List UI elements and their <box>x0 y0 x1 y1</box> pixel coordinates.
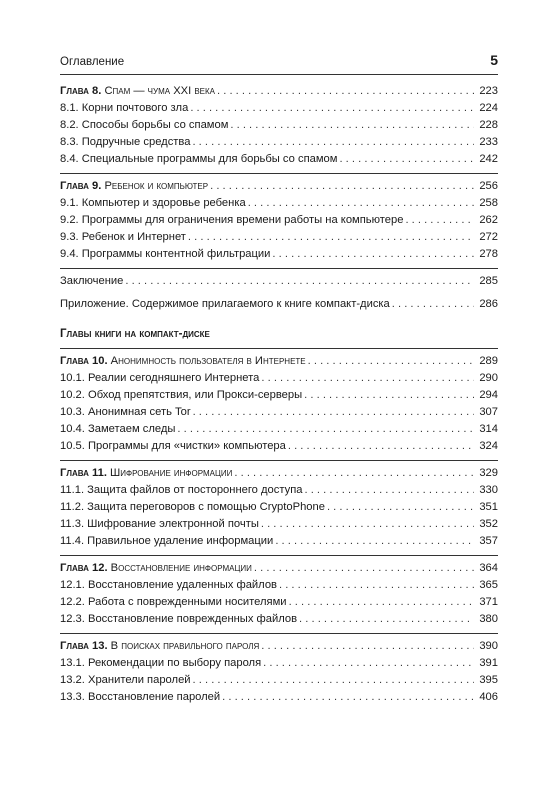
page-ref: 395 <box>479 674 498 686</box>
section-title: 10.1. Реалии сегодняшнего Интернета <box>60 372 260 384</box>
toc-section-entry[interactable] <box>60 370 498 387</box>
chapter-divider <box>60 633 498 634</box>
header-rule <box>60 74 498 75</box>
page-ref: 262 <box>479 214 498 226</box>
dot-leader <box>339 151 474 168</box>
page-ref: 294 <box>479 389 498 401</box>
section-title: 8.2. Способы борьбы со спамом <box>60 119 229 131</box>
dot-leader <box>288 438 474 455</box>
toc-chapter-entry[interactable] <box>60 465 498 482</box>
page-ref: 278 <box>479 248 498 260</box>
dot-leader <box>210 178 474 195</box>
section-title: 8.4. Специальные программы для борьбы со спамом <box>60 153 338 165</box>
toc-section-entry[interactable] <box>60 672 498 689</box>
toc-section-entry[interactable] <box>60 246 498 263</box>
chapter-number-label: Глава 10. <box>60 355 108 367</box>
dot-leader <box>272 246 474 263</box>
chapter-title <box>60 178 208 195</box>
page-ref: 314 <box>479 423 498 435</box>
section-title: 9.4. Программы контентной фильтрации <box>60 248 271 260</box>
page-ref: 380 <box>479 613 498 625</box>
chapter-group-8 <box>60 83 498 168</box>
chapter-name: Восстановление информации <box>110 562 252 574</box>
section-title: 12.1. Восстановление удаленных файлов <box>60 579 277 591</box>
toc-section-entry[interactable] <box>60 438 498 455</box>
section-divider <box>60 348 498 349</box>
dot-leader <box>222 689 474 706</box>
chapter-title <box>60 638 259 655</box>
toc-section-entry[interactable] <box>60 577 498 594</box>
chapter-group-10 <box>60 353 498 455</box>
section-title: 8.3. Подручные средства <box>60 136 191 148</box>
toc-section-entry[interactable] <box>60 482 498 499</box>
toc-section-entry[interactable] <box>60 516 498 533</box>
toc-section-entry[interactable] <box>60 100 498 117</box>
section-title: 10.5. Программы для «чистки» компьютера <box>60 440 286 452</box>
dot-leader <box>261 638 474 655</box>
toc-chapter-entry[interactable] <box>60 178 498 195</box>
toc-conclusion-entry[interactable] <box>60 273 498 290</box>
chapter-number-label: Глава 11. <box>60 467 107 479</box>
dot-leader <box>230 117 474 134</box>
dot-leader <box>125 273 474 290</box>
chapter-divider <box>60 555 498 556</box>
chapter-name: Ребенок и компьютер <box>104 180 209 192</box>
section-title: 8.1. Корни почтового зла <box>60 102 189 114</box>
toc-section-entry[interactable] <box>60 229 498 246</box>
page-ref: 224 <box>479 102 498 114</box>
dot-leader <box>308 353 474 370</box>
table-of-contents <box>60 83 498 706</box>
dot-leader <box>193 672 474 689</box>
chapter-title <box>60 353 306 370</box>
toc-section-entry[interactable] <box>60 195 498 212</box>
toc-section-entry[interactable] <box>60 533 498 550</box>
dot-leader <box>405 212 474 229</box>
chapter-name: Спам — чума XXI века <box>104 85 216 97</box>
running-header <box>60 52 498 70</box>
page-ref: 290 <box>479 372 498 384</box>
page-ref: 258 <box>479 197 498 209</box>
section-title: 11.1. Защита файлов от постороннего доступа <box>60 484 303 496</box>
toc-section-entry[interactable] <box>60 655 498 672</box>
section-title: 13.1. Рекомендации по выбору пароля <box>60 657 262 669</box>
page-ref: 364 <box>479 562 498 574</box>
page-number: 5 <box>490 52 498 68</box>
toc-section-entry[interactable] <box>60 611 498 628</box>
toc-appendix-entry[interactable] <box>60 296 498 313</box>
toc-section-entry[interactable] <box>60 117 498 134</box>
chapter-divider <box>60 460 498 461</box>
dot-leader <box>192 134 474 151</box>
chapter-divider <box>60 268 498 269</box>
spacer <box>60 313 498 319</box>
page-ref: 357 <box>479 535 498 547</box>
page-ref: 228 <box>479 119 498 131</box>
appendix-title: Приложение. Содержимое прилагаемого к книге компакт-диска <box>60 298 390 310</box>
chapter-group-12 <box>60 560 498 628</box>
section-title: 10.2. Обход препятствия, или Прокси-серверы <box>60 389 303 401</box>
toc-chapter-entry[interactable] <box>60 83 498 100</box>
dot-leader <box>263 655 474 672</box>
chapter-name: В поисках правильного пароля <box>110 640 260 652</box>
page-ref: 330 <box>479 484 498 496</box>
section-title: 11.4. Правильное удаление информации <box>60 535 274 547</box>
toc-section-entry[interactable] <box>60 421 498 438</box>
page-ref: 371 <box>479 596 498 608</box>
page-ref: 242 <box>479 153 498 165</box>
page-ref: 365 <box>479 579 498 591</box>
chapter-number-label: Глава 8. <box>60 85 102 97</box>
section-title: 10.4. Заметаем следы <box>60 423 176 435</box>
chapter-title <box>60 560 252 577</box>
dot-leader <box>261 370 474 387</box>
chapter-divider <box>60 173 498 174</box>
page-ref: 256 <box>479 180 498 192</box>
dot-leader <box>392 296 474 313</box>
section-title: 11.2. Защита переговоров с помощью CryptoPhone <box>60 501 325 513</box>
dot-leader <box>177 421 474 438</box>
page-ref: 324 <box>479 440 498 452</box>
toc-section-entry[interactable] <box>60 689 498 706</box>
section-title: 12.3. Восстановление поврежденных файлов <box>60 613 298 625</box>
section-title: 12.2. Работа с поврежденными носителями <box>60 596 287 608</box>
section-title: 13.3. Восстановление паролей <box>60 691 221 703</box>
chapter-title <box>60 465 232 482</box>
page-ref: 286 <box>479 298 498 310</box>
page-ref: 391 <box>479 657 498 669</box>
dot-leader <box>188 229 474 246</box>
page-ref: 223 <box>479 85 498 97</box>
page-ref: 352 <box>479 518 498 530</box>
page-ref: 307 <box>479 406 498 418</box>
toc-chapter-entry[interactable] <box>60 353 498 370</box>
dot-leader <box>217 83 474 100</box>
dot-leader <box>275 533 474 550</box>
dot-leader <box>261 516 474 533</box>
toc-section-entry[interactable] <box>60 387 498 404</box>
dot-leader <box>190 100 474 117</box>
dot-leader <box>304 482 474 499</box>
chapter-name: Анонимность пользователя в Интернете <box>110 355 306 367</box>
toc-section-entry[interactable] <box>60 404 498 421</box>
page-ref: 285 <box>479 275 498 287</box>
page-ref: 406 <box>479 691 498 703</box>
section-title: 13.2. Хранители паролей <box>60 674 191 686</box>
section-title: 10.3. Анонимная сеть Tor <box>60 406 191 418</box>
chapter-group-13 <box>60 638 498 706</box>
page-ref: 289 <box>479 355 498 367</box>
dot-leader <box>289 594 474 611</box>
chapter-name: Шифрование информации <box>110 467 233 479</box>
dot-leader <box>304 387 474 404</box>
conclusion-title: Заключение <box>60 275 124 287</box>
chapter-title <box>60 83 215 100</box>
chapter-number-label: Глава 9. <box>60 180 102 192</box>
dot-leader <box>248 195 474 212</box>
toc-section-entry[interactable] <box>60 212 498 229</box>
section-title: 9.1. Компьютер и здоровье ребенка <box>60 197 246 209</box>
section-title: 9.2. Программы для ограничения времени работы на компьютере <box>60 214 404 226</box>
toc-section-entry[interactable] <box>60 151 498 168</box>
running-header-title: Оглавление <box>60 56 125 68</box>
page-ref: 390 <box>479 640 498 652</box>
page-ref: 272 <box>479 231 498 243</box>
dot-leader <box>327 499 474 516</box>
page-ref: 329 <box>479 467 498 479</box>
page-ref: 351 <box>479 501 498 513</box>
toc-chapter-entry[interactable] <box>60 638 498 655</box>
cd-chapters-heading: Главы книги на компакт-диске <box>60 328 210 340</box>
chapter-number-label: Глава 12. <box>60 562 108 574</box>
dot-leader <box>299 611 474 628</box>
dot-leader <box>279 577 474 594</box>
chapter-number-label: Глава 13. <box>60 640 108 652</box>
toc-section-entry[interactable] <box>60 594 498 611</box>
dot-leader <box>254 560 474 577</box>
chapter-group-11 <box>60 465 498 550</box>
toc-chapter-entry[interactable] <box>60 560 498 577</box>
toc-section-entry[interactable] <box>60 134 498 151</box>
dot-leader <box>234 465 474 482</box>
page-ref: 233 <box>479 136 498 148</box>
chapter-group-9 <box>60 178 498 263</box>
section-title: 11.3. Шифрование электронной почты <box>60 518 259 530</box>
toc-section-entry[interactable] <box>60 499 498 516</box>
section-title: 9.3. Ребенок и Интернет <box>60 231 186 243</box>
dot-leader <box>193 404 474 421</box>
